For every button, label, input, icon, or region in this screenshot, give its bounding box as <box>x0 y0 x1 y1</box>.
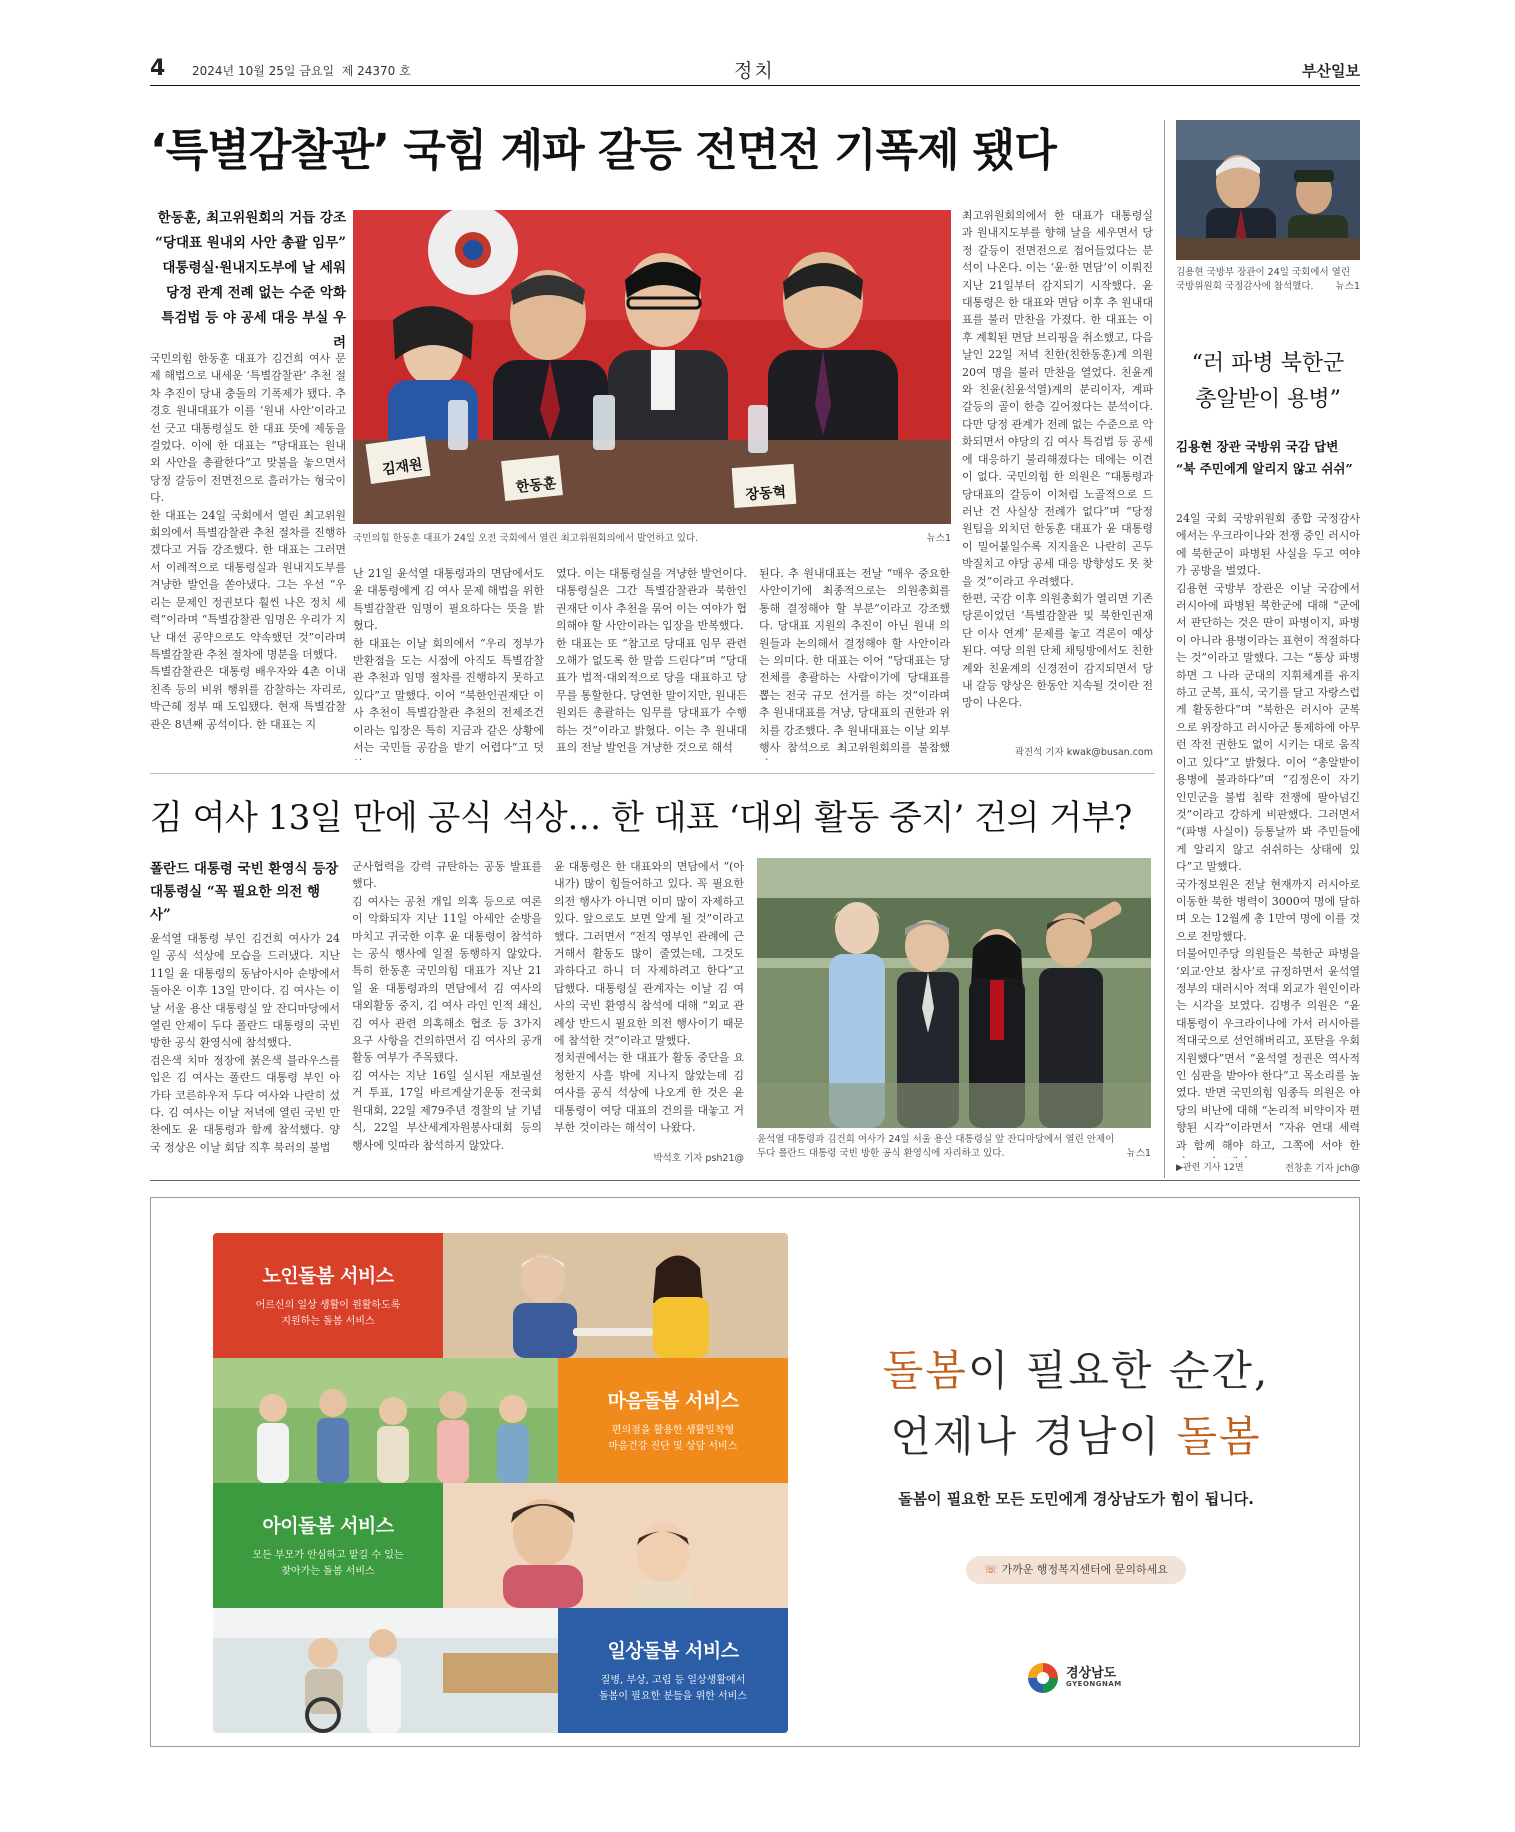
nameplate-3: 장동혁 <box>745 484 787 504</box>
masthead: 부산일보 <box>1302 62 1360 80</box>
article1-headline: ‘특별감찰관’ 국힘 계파 갈등 전면전 기폭제 됐다 <box>150 125 1056 176</box>
article1-column-4: 된다. 추 원내대표는 전날 “매우 중요한 사안이기에 최종적으로는 의원총회를 통해 결정해야 할 부분”이라고 강조했다. 당대표 지원의 추진이 아닌 원내 의원들과 논의해서 결정해야 할 사안이라는 의미다. 한 대표는 이어 “당대표는 당 전체를 총괄하는 사람이기에 당대표를 뽑는 전국 규모 선거를 하는 것”이라며 추 원내대표를 겨냥, 당대표의 권한과 위치를 강조했다. 추 원내대표는 이날 외부 행사 참석으로 최고위원회의를 불참했 <box>759 567 950 755</box>
article1-subheads <box>150 206 346 356</box>
service-card-daily[interactable] <box>558 1608 788 1733</box>
article1-column-2: 난 21일 윤석열 대통령과의 면담에서도 윤 대통령에게 김 여사 문제 해법을 위한 특별감찰관 임명이 필요하다는 뜻을 밝혔다. 한 대표는 이날 회의에서 “우리 정부가 반환점을 도는 시점에 아직도 특별감찰관 추천과 임명 절차를 진행하지 못하고 있다”고 말했다. 이어 “북한인권재단 이사 추천이 특별감찰관 추천의 전제조건이라는 입장은 특히 지금과 같은 상황에서는 국민들 공감을 받기 어렵다”고 덧 <box>353 567 544 755</box>
gyeongnam-emblem-icon <box>1026 1661 1060 1695</box>
article2-photo <box>757 858 1151 1128</box>
ad-divider <box>150 1180 1360 1181</box>
sidebar-byline-text: 전창훈 기자 jch@ <box>1284 1163 1360 1174</box>
service-desc: 질병, 부상, 고립 등 일상생활에서 돌봄이 필요한 분들을 위한 서비스 <box>599 1675 747 1702</box>
service-desc: 어르신의 일상 생활이 원활하도록 지원하는 돌봄 서비스 <box>255 1300 401 1327</box>
service-card-elder[interactable] <box>213 1233 443 1358</box>
ad-contact-pill[interactable] <box>966 1556 1186 1584</box>
article1-subhead: 특검법 등 야 공세 대응 부실 우려 <box>161 310 346 351</box>
article1-column-1: 국민의힘 한동훈 대표가 김건희 여사 문제 해법으로 내세운 ‘특별감찰관’ 추천 절차 추진이 당내 충돌의 기폭제가 됐다. 추경호 원내대표가 이를 ‘원내 사안’이라고 선 긋고 대통령실도 한 대표 뜻에 제동을 걸었다. 이에 한 대표는 “당대표는 원내외 사안을 총괄한다”고 맞불을 놓으면서 당정 갈등이 전면전으로 흘러가는 형국이다. 한 대표는 24일 국회에서 열린 최고위원회의에서 특별감찰관 추천 절차를 진행하겠다고 거듭 강조했다. 한 대표는 그러면서 이례적으로 대통령실과 원내지도부를 겨냥한 발언을 쏟아냈다. 그는 우선 “우리는 문제인 정권보다 훨씬 나은 정치 세력”이라며 “특별감찰관 임명은 우리가 지난 대선 공약으로도 약속했던 것”이라며 특별감찰관 추천 절차에 명분을 더했다. 특별감찰관은 대통령 배우자와 4촌 이내 친족 등의 비위 행위를 감찰하는 자리로, 박근혜 정부 때 도입됐다. 현재 특별감찰관은 8년째 공석이다. 한 대표는 지 <box>150 352 346 731</box>
sidebar-photo-credit: 뉴스1 <box>1335 281 1360 292</box>
meeting-photo-illustration <box>353 210 951 524</box>
article1-photo-caption: 국민의힘 한동훈 대표가 24일 오전 국회에서 열린 최고위원회의에서 발언하고 있다. <box>353 533 699 544</box>
sidebar-photo-caption-text: 김용현 국방부 장관이 24일 국회에서 열린 국방위원회 국정감사에 참석했다. <box>1176 267 1351 292</box>
article2-column-3: 윤 대통령은 한 대표와의 면담에서 “(아내가) 많이 힘들어하고 있다. 꼭 필요한 의전 행사가 아니면 이미 많이 자제하고 있다. 앞으로도 보면 알게 될 것”이라고 했다. 그러면서 “전직 영부인 관례에 근거해서 활동도 많이 줄였는데, 그것도 과하다고 하니 더 자제하려고 한다”고 답했다. 대통령실 관계자는 이날 김 여사의 국빈 환영식 참석에 대해 “외교 관례상 반드시 필요한 의전 행사이기 때문에 참석한 것”이라고 말했다. 정치권에서는 한 대표가 활동 중단을 요청한지 사흘 밖에 지나지 않았는데 김 여사를 공식 석상에 나오게 한 것은 윤 대통령이 여당 대표의 건의를 대놓고 거부한 것이라는 해석이 나왔다. <box>554 860 744 1135</box>
sidebar-subheads <box>1176 436 1360 480</box>
article1-photo-credit: 뉴스1 <box>926 533 951 544</box>
article1-subhead: 한동훈, 최고위원회의 거듭 강조 <box>157 210 346 226</box>
sidebar-quote-line: 총알받이 용병” <box>1195 387 1341 412</box>
article2-photo-caption: 윤석열 대통령과 김건희 여사가 24일 서울 용산 대통령실 앞 잔디마당에서 열린 안제이 두다 폴란드 대통령 국빈 방한 공식 환영식에 자리하고 있다. <box>757 1134 1115 1159</box>
service-card-child[interactable] <box>213 1483 443 1608</box>
article2-subheads <box>150 858 340 927</box>
issue-number: 제 24370 호 <box>341 64 411 78</box>
article1-subhead: “당대표 원내외 사안 총괄 임무” <box>155 235 346 251</box>
sidebar-photo <box>1176 120 1360 260</box>
sidebar-quote <box>1176 346 1360 418</box>
sidebar-related-link[interactable]: ▶관련 기사 12면 <box>1176 1163 1244 1173</box>
service-desc: 편의점을 활용한 생활밀착형 마음건강 진단 및 상담 서비스 <box>608 1425 738 1452</box>
nameplate-1: 김재원 <box>381 456 424 479</box>
advertisement[interactable] <box>150 1197 1360 1747</box>
article2-byline: 박석호 기자 psh21@ <box>653 1153 744 1164</box>
service-desc: 모든 부모가 안심하고 맡길 수 있는 찾아가는 돌봄 서비스 <box>252 1550 404 1577</box>
service-title: 일상돌봄 서비스 <box>607 1640 739 1662</box>
ad-slogan-line-2: 언제나 경남이 돌봄 <box>890 1412 1262 1461</box>
article2-column-1: 윤석열 대통령 부인 김건희 여사가 24일 공식 석상에 모습을 드러냈다. 지난 11일 윤 대통령의 동남아시아 순방에서 돌아온 이후 13일 만이다. 김 여사는 이날 서울 용산 대통령실 앞 잔디마당에서 열린 안제이 두다 폴란드 대통령의 국빈 방한 공식 환영식에 참석했다. 검은색 치마 정장에 붉은색 블라우스를 입은 김 여사는 폴란드 대통령 부인 아가타 코른하우저 두다 여사와 나란히 섰다. 김 여사는 이날 저녁에 열린 국빈 만찬에도 윤 대통령과 함께 참석했다. 양국 정상은 이날 회담 직후 북러의 불법 <box>150 932 340 1154</box>
ad-tagline: 돌봄이 필요한 모든 도민에게 경상남도가 힘이 됩니다. <box>898 1490 1254 1508</box>
gyeongnam-logo <box>1026 1658 1136 1698</box>
article1-photo <box>353 210 951 524</box>
sidebar-byline <box>1176 1160 1360 1174</box>
article2-column-2: 군사협력을 강력 규탄하는 공동 발표를 했다. 김 여사는 공천 개입 의혹 등으로 여론이 악화되자 지난 11일 아세안 순방을 마치고 귀국한 이후 윤 대통령이 참석하는 공식 행사에 일절 동행하지 않았다. 특히 한동훈 국민의힘 대표가 지난 21일 윤 대통령과의 면담에서 김 여사의 대외활동 중지, 김 여사 라인 인적 쇄신, 김 여사 관련 의혹해소 협조 등 3가지 요구 사항을 건의하면서 김 여사의 공개 활동 여부가 주목됐다. 김 여사는 지난 16일 실시된 재보궐선거 투표, 17일 바르게살기운동 전국회원대회, 22일 제79주년 경찰의 날 기념식, 22일 부산세계자원봉사대회 등의 행사에 잇따라 참석하지 않았다. <box>352 860 542 1152</box>
article1-column-5: 최고위원회의에서 한 대표가 대통령실과 원내지도부를 향해 날을 세우면서 당정 갈등이 전면전으로 접어들었다는 분석이 나온다. 이는 ‘윤·한 면담’이 이뤄진 지난 21일부터 감지되기 시작했다. 윤 대통령은 한 대표와 면담 이후 추 원내대표를 불러 만찬을 가졌다. 한 대표는 이후 계획된 면담 브리핑을 취소했고, 다음날인 22일 저녁 친한(친한동훈)계 의원 20여 명을 불러 만찬을 열었다. 친윤계와 친윤(친윤석열)계의 분리이자, 계파 갈등의 골이 한층 깊어졌다는 분석이다. 다만 당정 관계가 전례 없는 수준으로 악화되면서 야당의 김 여사 특검법 등 공세에 대응하기 불리해졌다는 데에는 이견이 없다. 국민의힘 한 의원은 “대통령과 당대표의 갈등이 이처럼 노골적으로 드러난 건 사실상 전례가 없다”며 “당정 원팀을 외치던 한동훈 대표가 윤 대통령이 밀어붙일수록 지지율은 나란히 곤두박질치고 야당 공세 대응 방향성도 못 찾을 것”이라고 우려했다. 한편, 국감 이후 의원총회가 열리면 기존 당론이었던 ‘특별감찰관 및 북한인권재단 이사 연계’ 문제를 놓고 격론이 예상된다. 여당 의원 단체 채팅방에서도 친한계와 친윤계의 신경전이 감지되면서 당내 갈등 양상은 한동안 지속될 것이란 전망이 나온다. <box>962 209 1153 710</box>
logo-korean: 경상남도 <box>1066 1666 1117 1681</box>
sidebar-photo-caption <box>1176 266 1360 294</box>
article1-subhead: 당정 관계 전례 없는 수준 악화 <box>166 285 346 301</box>
service-title: 노인돌봄 서비스 <box>262 1265 394 1287</box>
article1-byline: 곽진석 기자 kwak@busan.com <box>1014 747 1153 758</box>
service-title: 아이돌봄 서비스 <box>262 1515 394 1537</box>
sidebar-subhead: 김용현 장관 국방위 국감 답변 <box>1176 439 1339 454</box>
logo-english: GYEONGNAM <box>1066 1680 1122 1688</box>
service-title: 마음돌봄 서비스 <box>607 1390 739 1412</box>
sidebar-subhead: “북 주민에게 알리지 않고 쉬쉬” <box>1176 461 1353 476</box>
section-title: 정치 <box>734 60 775 82</box>
page-header <box>150 56 1360 86</box>
article2-headline: 김 여사 13일 만에 공식 석상… 한 대표 ‘대외 활동 중지’ 건의 거부? <box>150 798 1132 838</box>
page-number: 4 <box>150 56 166 81</box>
article2-subhead: 폴란드 대통령 국빈 환영식 등장 <box>150 861 339 877</box>
issue-date: 2024년 10월 25일 금요일 <box>192 64 335 78</box>
article1-column-3: 였다. 이는 대통령실을 겨냥한 발언이다. 대통령실은 그간 특별감찰관과 북한인권재단 이사 추천을 묶어 이는 여야가 협의해야 할 사안이라는 입장을 반복했다. 한 대표는 또 “참고로 당대표 임무 관련 오해가 없도록 한 말씀 드린다”며 “당대표가 법적·대외적으로 당을 대표하고 당무를 통할한다. 당연한 말이지만, 원내든 원외든 총괄하는 임무를 당대표가 수행하는 것”이라고 밝혔다. 이는 추 원내대표의 전날 발언을 겨냥한 것으로 해석 <box>556 567 747 755</box>
sidebar-quote-line: “러 파병 북한군 <box>1191 351 1345 376</box>
article1-subhead: 대통령실·원내지도부에 날 세워 <box>162 260 346 276</box>
dateline <box>192 62 411 79</box>
service-card-mind[interactable] <box>558 1358 788 1483</box>
minister-photo-illustration <box>1176 120 1360 260</box>
ad-slogan-line-1: 돌봄이 필요한 순간, <box>882 1346 1270 1395</box>
ad-collage <box>213 1233 788 1733</box>
phone-icon: ☏ <box>984 1563 998 1576</box>
article2-photo-credit: 뉴스1 <box>1126 1148 1151 1159</box>
sidebar-body: 24일 국회 국방위원회 종합 국정감사에서는 우크라이나와 전쟁 중인 러시아에 북한군이 파병된 사실을 두고 여야가 공방을 벌였다. 김용현 국방부 장관은 이날 국감에서 러시아에 파병된 북한군에 대해 “군에서 판단하는 것은 딴이 파병이지, 파병이 아니라 용병이라는 표현이 적절하다는 것”이라고 말했다. 그는 “통상 파병하면 그 나라 군대의 지휘체계를 유지하고 군복, 표식, 국기를 달고 자랑스럽게 활동한다”며 “북한은 러시아 군복으로 위장하고 러시아군 통제하에 아무런 작전 권한도 없이 시키는 대로 움직이고 있다”고 밝혔다. 이어 “총알받이 용병에 불과하다”며 “김정은이 자기 인민군을 불법 침략 전쟁에 팔아넘긴 것”이라고 강하게 비판했다. 그러면서 “(파병 사실이) 등통날까 봐 주민들에게 알리지 않고 쉬쉬하는 상태에 있다”고 말했다. 국가정보원은 전날 현재까지 러시아로 이동한 북한 병력이 3000여 명에 달하며 오는 12월께 총 1만여 명에 이를 것으로 전망했다. 더불어민주당 의원들은 북한군 파병을 ‘외교·안보 참사’로 규정하면서 윤석열 정부의 대러시아 적대 외교가 원인이라는 시각을 보였다. 김병주 의원은 “윤 대통령이 우크라이나에 가서 러시아를 적대국으로 선언해버리고, 포탄을 우회 지원했다”면서 “윤석열 정권은 역사적인 심판을 받아야 한다”고 목소리를 높였다. 반면 국민의힘 임종득 의원은 야당의 비난에 대해 “논리적 비약이자 편향된 시각”이라면서 “자유 연대 세력과 함께 해야 하고, 그쪽에 서야 한 <box>1176 512 1360 1152</box>
article2-subhead: 대통령실 “꼭 필요한 의전 행사” <box>150 884 321 923</box>
column-divider <box>1164 120 1165 1178</box>
divider <box>150 773 1155 774</box>
welcome-ceremony-illustration <box>757 858 1151 1128</box>
nameplate-2: 한동훈 <box>515 475 558 496</box>
ad-contact-text: 가까운 행정복지센터에 문의하세요 <box>1001 1563 1168 1576</box>
